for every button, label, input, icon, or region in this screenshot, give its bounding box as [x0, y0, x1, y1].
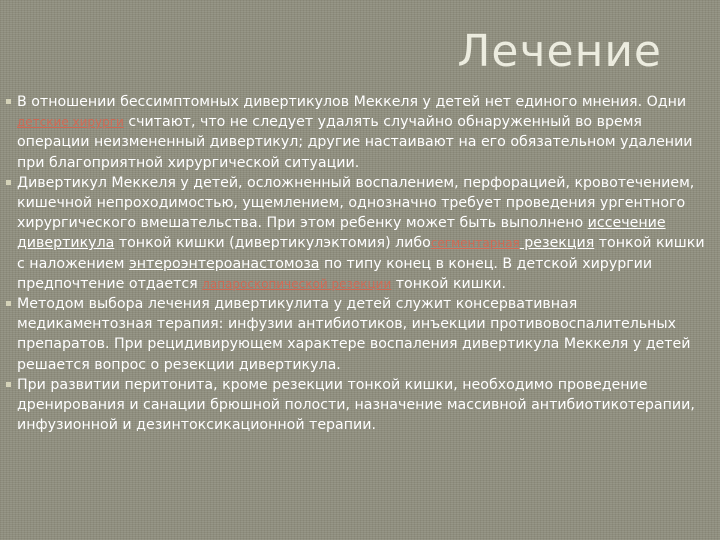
bullet-icon	[6, 382, 11, 387]
text: При развитии перитонита, кроме резекции тонкой кишки, необходимо проведение дренирования и санации брюшной полости, назначение массивной антибиотикотерапии, инфузионной и дезинтоксикационной терапии.	[17, 376, 695, 434]
slide-content	[6, 92, 706, 435]
link-pediatric-surgeons[interactable]: детские хирурги	[17, 115, 124, 130]
text: тонкой кишки (дивертикулэктомия) либо	[114, 235, 431, 252]
text: считают, что не следует удалять случайно обнаруженный во время операции неизмененный дивертикул; другие настаивают на его обязательном удалении при благоприятной хирургической ситуации.	[17, 114, 693, 171]
link-enteroanastomosis[interactable]: энтероэнтероанастомоза	[128, 255, 320, 272]
bullet-icon	[6, 301, 11, 306]
text: тонкой кишки с наложением	[17, 235, 705, 272]
link-segmental[interactable]: сегментарная	[430, 236, 520, 251]
text: тонкой кишки.	[391, 275, 507, 292]
paragraph-diverticulitis	[6, 294, 706, 375]
text: по типу конец в конец. В детской хирургии предпочтение отдается	[17, 255, 653, 292]
link-resection[interactable]: резекция	[519, 235, 595, 252]
bullet-icon	[6, 180, 11, 185]
link-diverticulum-excision[interactable]: иссечение дивертикула	[17, 215, 666, 252]
paragraph-asymptomatic	[6, 92, 706, 173]
bullet-icon	[6, 99, 11, 104]
slide-title: Лечение	[457, 26, 662, 77]
paragraph-peritonitis	[6, 375, 706, 436]
paragraph-complicated	[6, 173, 706, 294]
link-laparoscopic-resection[interactable]: лапароскопической резекции	[202, 276, 392, 291]
text: Методом выбора лечения дивертикулита у детей служит консервативная медикаментозная терапия: инфузии антибиотиков, инъекции противовоспалительных препаратов. При рецидивирующем характере воспаления дивертикула Меккеля у детей решается вопрос о резекции дивертикула.	[17, 296, 691, 373]
text: Дивертикул Меккеля у детей, осложненный воспалением, перфорацией, кровотечением, кишечной непроходимостью, ущемлением, однозначно требует проведения ургентного хирургического вмешательства. При этом ребенку может быть выполнено	[17, 174, 695, 232]
text: В отношении бессимптомных дивертикулов Меккеля у детей нет единого мнения. Одни	[17, 94, 687, 110]
